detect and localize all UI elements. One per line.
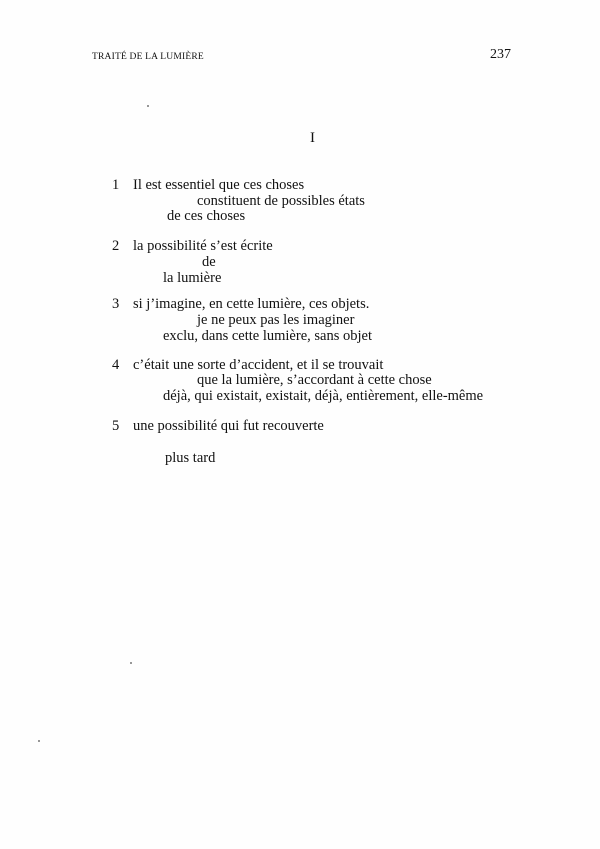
scan-speck [130,662,132,664]
verse-line: déjà, qui existait, existait, déjà, entièrement, elle-même [163,388,484,404]
scan-speck [147,105,149,107]
verse-line: de ces choses [167,208,246,224]
scan-speck [38,740,40,742]
stanza-number: 2 [112,238,120,254]
verse-line: la possibilité s’est écrite [133,238,273,254]
verse-line: c’était une sorte d’accident, et il se trouvait [133,357,384,373]
verse-line: Il est essentiel que ces choses [133,177,305,193]
stanza-number: 4 [112,357,120,373]
verse-line: plus tard [165,450,216,466]
page-number: 237 [490,47,511,62]
verse-line: une possibilité qui fut recouverte [133,418,324,434]
verse-line: exclu, dans cette lumière, sans objet [163,328,372,344]
verse-line: que la lumière, s’accordant à cette chose [197,372,432,388]
section-numeral: I [310,130,315,146]
stanza-number: 5 [112,418,120,434]
verse-line: je ne peux pas les imaginer [197,312,355,328]
running-title: TRAITÉ DE LA LUMIÈRE [92,52,204,62]
verse-line: constituent de possibles états [197,193,365,209]
stanza-number: 1 [112,177,120,193]
verse-line: la lumière [163,270,222,286]
verse-line: de [202,254,216,270]
stanza-number: 3 [112,296,120,312]
verse-line: si j’imagine, en cette lumière, ces objets. [133,296,370,312]
